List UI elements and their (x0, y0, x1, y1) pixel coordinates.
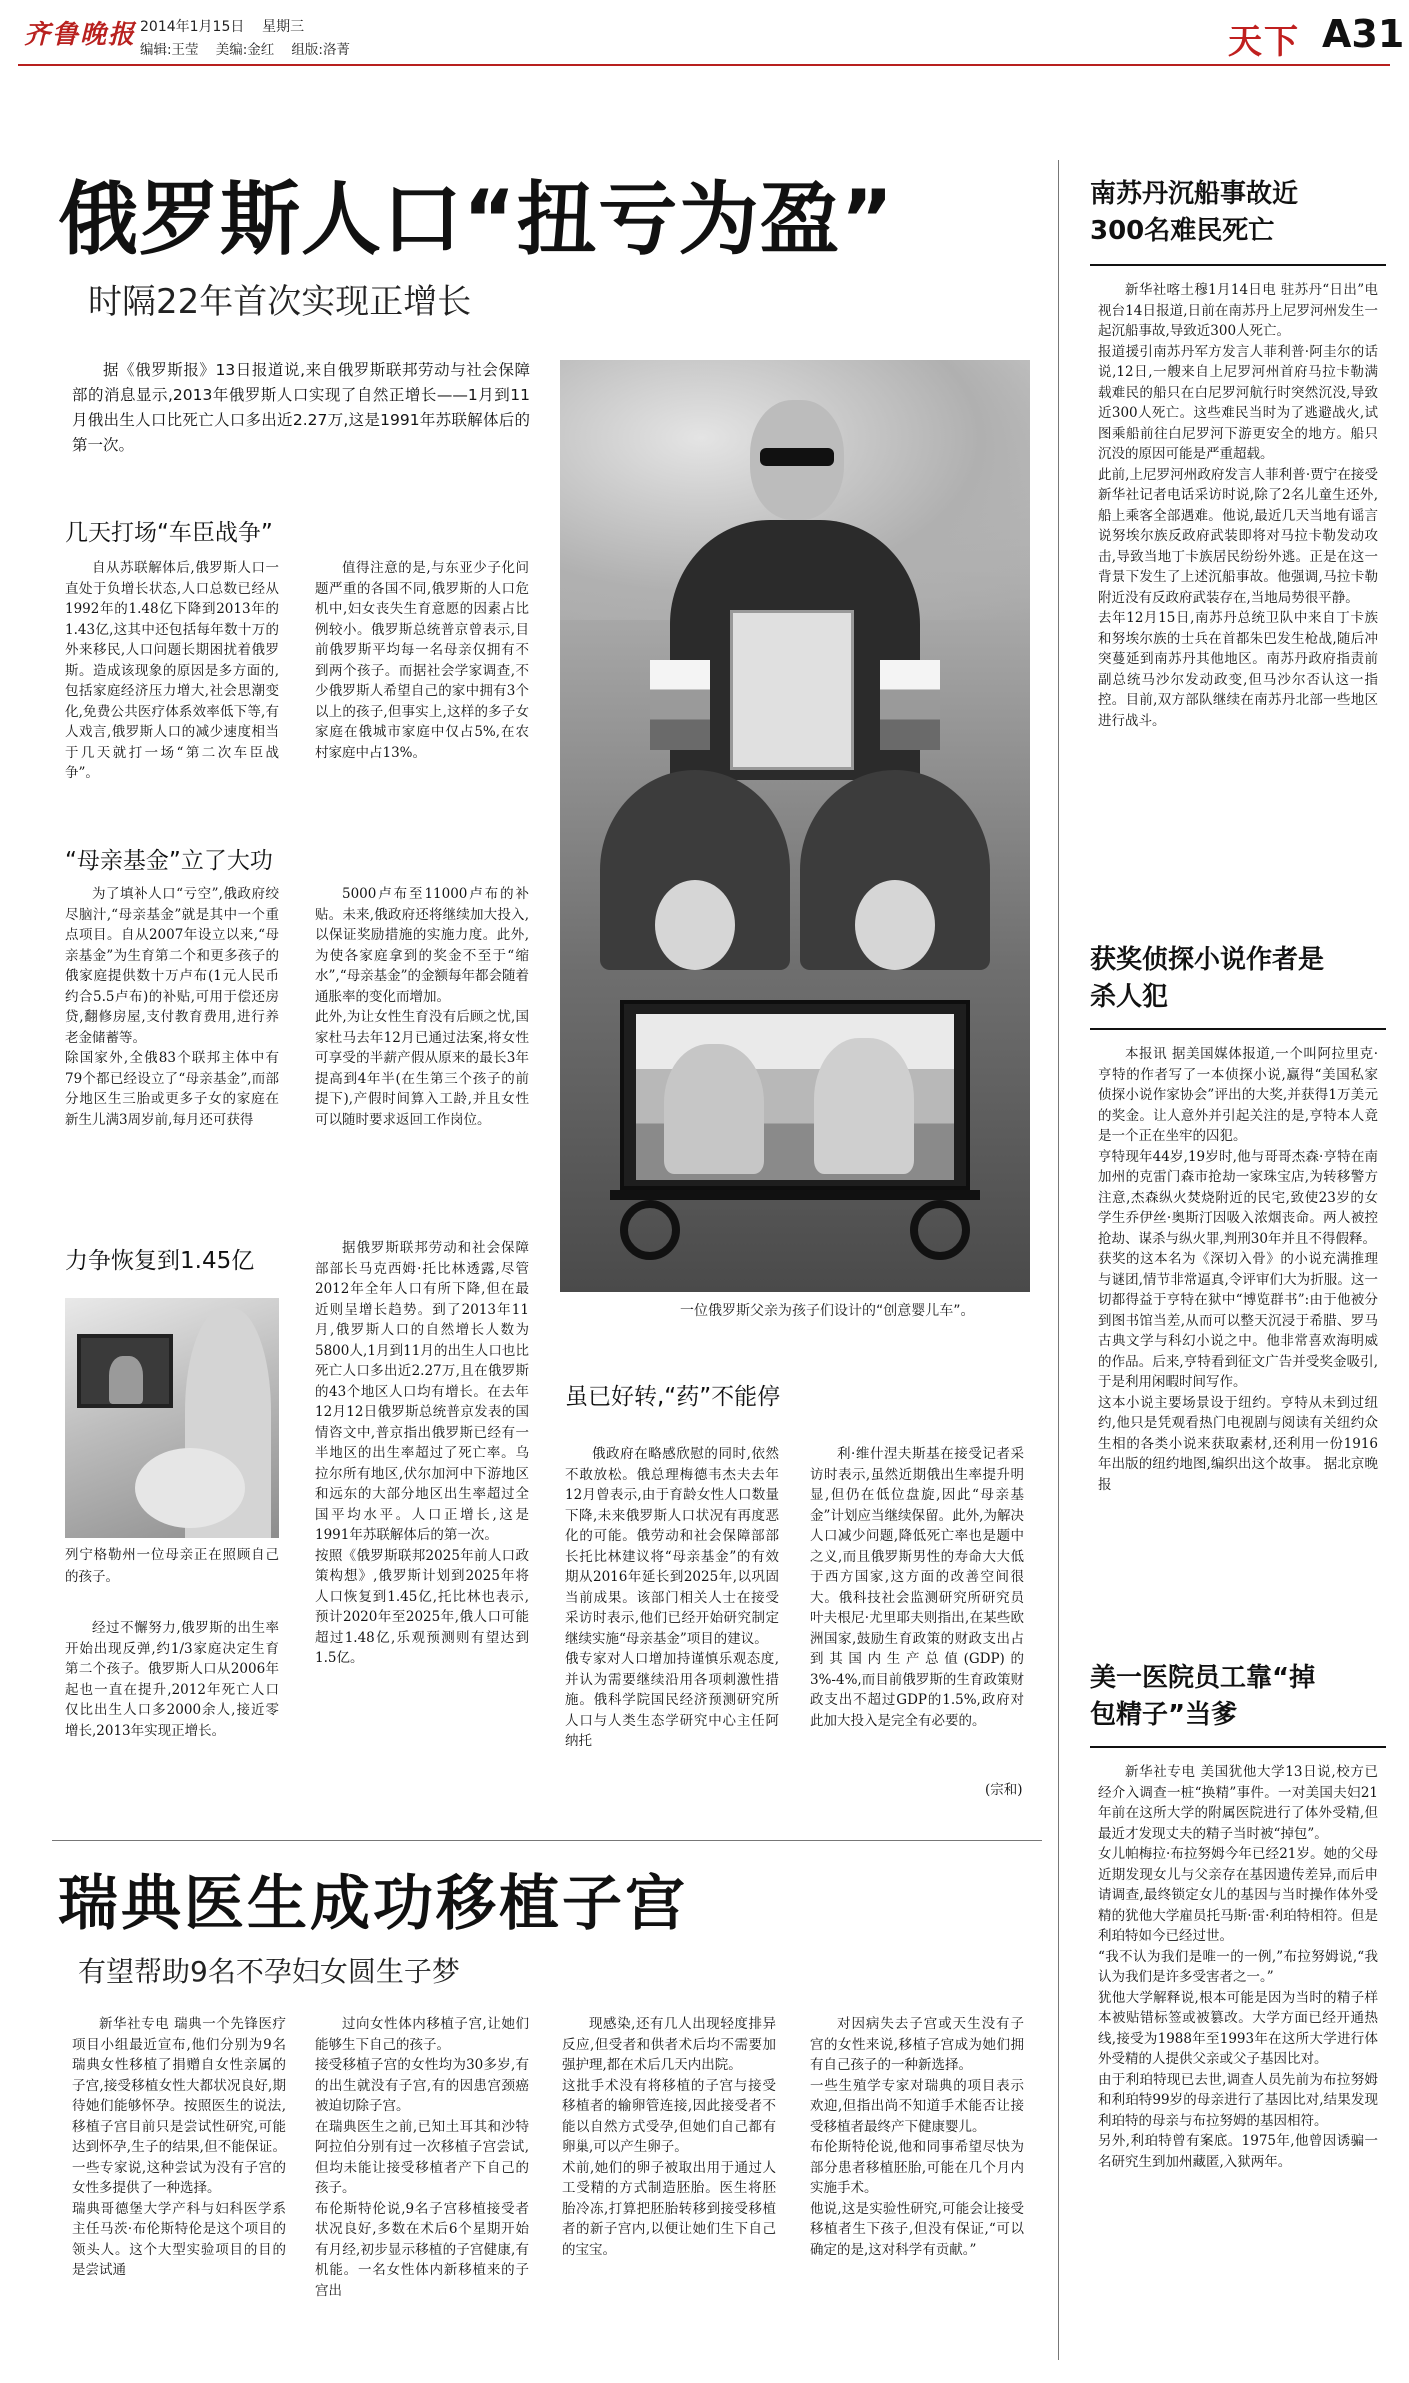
coat-of-arms-panel (730, 610, 854, 770)
stroller-photo (560, 360, 1030, 1292)
s1-col-2: 值得注意的是,与东亚少子化问题严重的各国不同,俄罗斯的人口危机中,妇女丧失生育意愿的因素占比例较小。俄罗斯总统普京曾表示,目前俄罗斯平均每一名母亲仅拥有不到两个孩子。而据社会学家调查,不少俄罗斯人希望自己的家中拥有3个以上的孩子,但事实上,这样的多子女家庭在俄城市家庭中仅占5%,在农村家庭中占13%。 (315, 560, 529, 761)
masthead (0, 0, 1409, 70)
page-number: A31 (1322, 12, 1405, 56)
portrait-right-face (814, 1038, 914, 1174)
s3-col-1: 经过不懈努力,俄罗斯的出生率开始出现反弹,约1/3家庭决定生育第二个孩子。俄罗斯人口从2006年起也一直在提升,2012年死亡人口仅比出生人口多2000余人,接近零增长,2013年实现正增长。 (65, 1620, 279, 1739)
second-col-1: 新华社专电 瑞典一个先锋医疗项目小组最近宣布,他们分别为9名瑞典女性移植了捐赠自女性亲属的子宫,接受移植女性大都状况良好,期待她们能够怀孕。按照医生的说法,移植子宫目前只是尝试性研究,可能达到怀孕,生子的结果,但不能保证。一些专家说,这种尝试为没有子宫的女性多提供了一种选择。 瑞典哥德堡大学产科与妇科医学系主任马茨·布伦斯特伦是这个项目的领头人。这个大型实验项目的目的是尝试通 (72, 2016, 286, 2278)
weekday: 星期三 (262, 19, 305, 35)
section-title-3: 力争恢复到1.45亿 (65, 1248, 255, 1274)
section-title-4: 虽已好转,“药”不能停 (565, 1384, 781, 1410)
section-title-1: 几天打场“车臣战争” (65, 520, 273, 546)
sidebar-rule-2 (1090, 1028, 1386, 1030)
second-subhead: 有望帮助9名不孕妇女圆生子梦 (78, 1955, 460, 1988)
newspaper-logo: 齐鲁晚报 (24, 20, 137, 50)
stroller-frame (610, 1190, 980, 1200)
s2-col-1: 为了填补人口“亏空”,俄政府绞尽脑汁,“母亲基金”就是其中一个重点项目。自从2007年设立以来,“母亲基金”为生育第二个和更多孩子的俄家庭提供数十万卢布(1元人民币约合5.5卢布)的补贴,可用于偿还房贷,翻修房屋,支付教育费用,进行养老金储蓄等。 除国家外,全俄83个联邦主体中有79个都已经设立了“母亲基金”,而部分地区生三胎或更多子女的家庭在新生儿满3周岁前,每月还可获得 (65, 886, 279, 1128)
baby-left (655, 880, 735, 970)
date: 2014年1月15日 (140, 19, 245, 35)
small-photo-caption: 列宁格勒州一位母亲正在照顾自己的孩子。 (65, 1547, 279, 1585)
section-title-2: “母亲基金”立了大功 (65, 848, 273, 874)
wheel-right (910, 1200, 970, 1260)
baby-silhouette (135, 1448, 245, 1528)
lead-paragraph: 据《俄罗斯报》13日报道说,来自俄罗斯联邦劳动与社会保障部的消息显示,2013年俄罗斯人口实现了自然正增长——1月到11月俄出生人口比死亡人口多出近2.27万,这是1991年苏联解体后的第一次。 (72, 361, 530, 454)
sidebar-text-1: 新华社喀土穆1月14日电 驻苏丹“日出”电视台14日报道,日前在南苏丹上尼罗河州发生一起沉船事故,导致近300人死亡。 报道援引南苏丹军方发言人菲利普·阿圭尔的话说,12日,一艘来自上尼罗河州首府马拉卡勒满载难民的船只在白尼罗河航行时突然沉没,导致近300人死亡。这些难民当时为了逃避战火,试图乘船前往白尼罗河下游更安全的地方。船只沉没的原因可能是严重超载。 此前,上尼罗河州政府发言人菲利普·贾宁在接受新华社记者电话采访时说,除了2名儿童生还外,船上乘客全部遇难。他说,最近几天当地有谣言说努埃尔族反政府武装即将对马拉卡勒发动攻击,导致当地丁卡族居民纷纷外逃。正是在这一背景下发生了上述沉船事故。他强调,马拉卡勒附近没有反政府武装存在,当地局势很平静。 去年12月15日,南苏丹总统卫队中来自丁卡族和努埃尔族的士兵在首都朱巴发生枪战,随后冲突蔓延到南苏丹其他地区。南苏丹政府指责前副总统马沙尔发动政变,但马沙尔否认这一指控。目前,双方部队继续在南苏丹北部一些地区进行战斗。 (1098, 282, 1378, 729)
main-subhead: 时隔22年首次实现正增长 (88, 282, 472, 322)
second-col-4: 对因病失去子宫或天生没有子宫的女性来说,移植子宫成为她们拥有自己孩子的一种新选择。 一些生殖学专家对瑞典的项目表示欢迎,但指出尚不知道手术能否让接受移植者最终产下健康婴儿。 布伦斯特伦说,他和同事希望尽快为部分患者移植胚胎,可能在几个月内实施手术。 他说,这是实验性研究,可能会让接受移植者生下孩子,但没有保证,“可以确定的是,这对科学有贡献。” (810, 2016, 1024, 2258)
sidebar-title-2: 获奖侦探小说作者是杀人犯 (1090, 945, 1325, 1012)
story-divider (52, 1840, 1042, 1841)
masthead-rule (18, 64, 1390, 66)
baby-right (855, 880, 935, 970)
main-headline: 俄罗斯人口“扭亏为盈” (58, 173, 895, 266)
s4-col-1: 俄政府在略感欣慰的同时,依然不敢放松。俄总理梅德韦杰夫去年12月曾表示,由于育龄女性人口数量下降,未来俄罗斯人口状况有再度恶化的可能。俄劳动和社会保障部部长托比林建议将“母亲基金”的有效期从2016年延长到2025年,以巩固当前成果。该部门相关人士在接受采访时表示,他们已经开始研究制定继续实施“母亲基金”项目的建议。 俄专家对人口增加持谨慎乐观态度,并认为需要继续沿用各项刺激性措施。俄科学院国民经济预测研究所人口与人类生态学研究中心主任阿纳托 (565, 1446, 779, 1749)
mother-baby-photo (65, 1298, 279, 1538)
section-name: 天下 (1228, 22, 1300, 62)
second-col-2: 过向女性体内移植子宫,让她们能够生下自己的孩子。 接受移植子宫的女性均为30多岁,有的出生就没有子宫,有的因患宫颈癌被迫切除子宫。 在瑞典医生之前,已知土耳其和沙特阿拉伯分别有过一次移植子宫尝试,但均未能让接受移植者产下自己的孩子。 布伦斯特伦说,9名子宫移植接受者状况良好,多数在术后6个星期开始有月经,初步显示移植的子宫健康,有机能。一名女性体内新移植来的子宫出 (315, 2016, 529, 2299)
tv-figure-graphic (109, 1356, 143, 1404)
sidebar-rule-3 (1090, 1746, 1386, 1748)
credits: 编辑:王莹 美编:金红 组版:洛菁 (140, 42, 350, 58)
sidebar-title-3: 美一医院员工靠“掉包精子”当爹 (1090, 1663, 1316, 1730)
portrait-left-face (664, 1044, 764, 1174)
s4-col-2: 利·维什涅夫斯基在接受记者采访时表示,虽然近期俄出生率提升明显,但仍在低位盘旋,因此“母亲基金”计划应当继续保留。此外,为解决人口减少问题,降低死亡率也是题中之义,而且俄罗斯男性的寿命大大低于西方国家,这方面的改善空间很大。俄科技社会监测研究所研究员叶夫根尼·尤里耶夫则指出,在某些欧洲国家,鼓励生育政策的财政支出占到其国内生产总值(GDP)的3%-4%,而目前俄罗斯的生育政策财政支出不超过GDP的1.5%,政府对此加大投入是完全有必要的。 (810, 1446, 1024, 1729)
sunglasses-graphic (760, 448, 834, 466)
sidebar-divider (1058, 160, 1059, 2360)
wheel-left (620, 1200, 680, 1260)
s2-col-2: 5000卢布至11000卢布的补贴。未来,俄政府还将继续加大投入,以保证奖励措施的实施力度。此外,为使各家庭拿到的奖金不至于“缩水”,“母亲基金”的金额每年都会随着通胀率的变化而增加。 此外,为让女性生育没有后顾之忧,国家杜马去年12月已通过法案,将女性可享受的半薪产假从原来的最长3年提高到4年半(在生第三个孩子的前提下),产假时间算入工龄,并且女性可以随时要求返回工作岗位。 (315, 886, 529, 1128)
s3-col-2: 据俄罗斯联邦劳动和社会保障部部长马克西姆·托比林透露,尽管2012年全年人口有所下降,但在最近则呈增长趋势。到了2013年11月,俄罗斯人口的自然增长人数为5800人,1月到11月的出生人口也比死亡人口多出近2.27万,且在俄罗斯的43个地区人口均有增长。在去年12月12日俄罗斯总统普京发表的国情咨文中,普京指出俄罗斯已经有一半地区的出生率超过了死亡率。乌拉尔所有地区,伏尔加河中下游地区和远东的大部分地区出生率超过全国平均水平。人口正增长,这是1991年苏联解体后的第一次。 按照《俄罗斯联邦2025年前人口政策构想》,俄罗斯计划到2025年将人口恢复到1.45亿,托比林也表示,预计2020年至2025年,俄人口可能超过1.48亿,乐观预测则有望达到1.5亿。 (315, 1240, 529, 1666)
big-photo-caption: 一位俄罗斯父亲为孩子们设计的“创意婴儿车”。 (680, 1303, 975, 1319)
sidebar-text-2: 本报讯 据美国媒体报道,一个叫阿拉里克·亨特的作者写了一本侦探小说,赢得“美国私家侦探小说作家协会”评出的大奖,并获得1万美元的奖金。让人意外并引起关注的是,亨特本人竟是一个正在坐牢的囚犯。 亨特现年44岁,19岁时,他与哥哥杰森·亨特在南加州的克雷门森市抢劫一家珠宝店,为转移警方注意,杰森纵火焚烧附近的民宅,致使23岁的女学生乔伊丝·奥斯汀因吸入浓烟丧命。两人被控抢劫、谋杀与纵火罪,判刑30年并且不得假释。 获奖的这本名为《深切入骨》的小说充满推理与谜团,情节非常逼真,令评审们大为折服。这一切都得益于亨特在狱中“博览群书”:由于他被分到图书馆当差,从而可以整天沉浸于希腊、罗马古典文学与科幻小说之中。他非常喜欢海明威的作品。后来,亨特看到征文广告并受奖金吸引,于是利用闲暇时间写作。 这本小说主要场景设于纽约。亨特从未到过纽约,他只是凭观看热门电视剧与阅读有关纽约众生相的各类小说来获取素材,还利用一份1916年出版的纽约地图,编织出这个故事。 据北京晚报 (1098, 1046, 1378, 1493)
second-col-3: 现感染,还有几人出现轻度排异反应,但受者和供者术后均不需要加强护理,都在术后几天内出院。 这批手术没有将移植的子宫与接受移植者的输卵管连接,因此接受者不能以自然方式受孕,但她们自己都有卵巢,可以产生卵子。 术前,她们的卵子被取出用于通过人工受精的方式制造胚胎。医生将胚胎冷冻,打算把胚胎转移到接受移植者的新子宫内,以便让她们生下自己的宝宝。 (562, 2016, 776, 2258)
s1-col-1: 自从苏联解体后,俄罗斯人口一直处于负增长状态,人口总数已经从1992年的1.48亿下降到2013年的1.43亿,这其中还包括每年数十万的外来移民,人口问题长期困扰着俄罗斯。造成该现象的原因是多方面的,包括家庭经济压力增大,社会思潮变化,免费公共医疗体系效率低下等,有人戏言,俄罗斯人口的减少速度相当于几天就打一场“第二次车臣战争”。 (65, 560, 279, 781)
second-headline: 瑞典医生成功移植子宫 (58, 1869, 688, 1939)
flag-left-graphic (650, 660, 710, 750)
sidebar-title-1: 南苏丹沉船事故近300名难民死亡 (1090, 179, 1299, 246)
issue-date (140, 16, 304, 36)
flag-right-graphic (880, 660, 940, 750)
s4-source: (宗和) (985, 1782, 1023, 1798)
sidebar-text-3: 新华社专电 美国犹他大学13日说,校方已经介入调查一桩“换精”事件。一对美国夫妇21年前在这所大学的附属医院进行了体外受精,但最近才发现丈夫的精子当时被“掉包”。 女儿帕梅拉·布拉努姆今年已经21岁。她的父母近期发现女儿与父亲存在基因遗传差异,而后申请调查,最终锁定女儿的基因与当时操作体外受精的犹他大学雇员托马斯·雷·利珀特相符。但是利珀特如今已经过世。 “我不认为我们是唯一的一例,”布拉努姆说,“我认为我们是许多受害者之一。” 犹他大学解释说,根本可能是因为当时的精子样本被贴错标签或被篡改。大学方面已经开通热线,接受为1988年至1993年在这所大学进行体外受精的人提供父亲或父子基因比对。 由于利珀特现已去世,调查人员先前为布拉努姆和利珀特99岁的母亲进行了基因比对,结果发现利珀特的母亲与布拉努姆的基因相符。 另外,利珀特曾有案底。1975年,他曾因诱骗一名研究生到加州藏匿,入狱两年。 (1098, 1764, 1378, 2170)
portrait-board (620, 1000, 970, 1190)
sidebar-rule-1 (1090, 264, 1386, 266)
